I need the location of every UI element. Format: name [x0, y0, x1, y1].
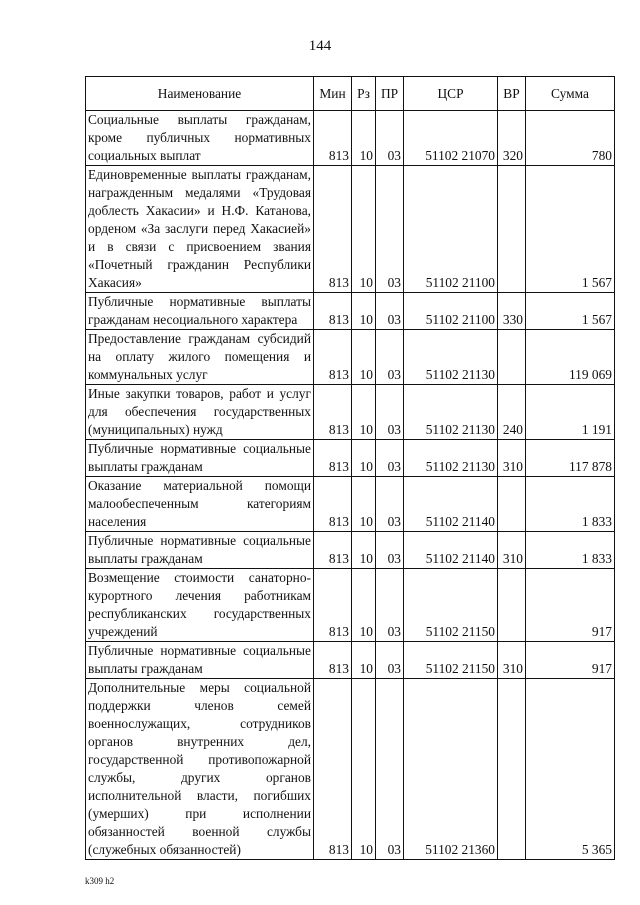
row-rz: 10	[352, 330, 376, 385]
row-csr: 51102 21140	[404, 477, 498, 532]
row-vr: 310	[498, 642, 526, 679]
row-min: 813	[314, 166, 352, 293]
row-rz: 10	[352, 166, 376, 293]
row-name: Единовременные выплаты гражданам, награжденным медалями «Трудовая доблесть Хакасии» и Н.Ф. Катанова, орденом «За заслуги перед Хакасией» и в связи с присвоением звания «Почетный гражданин Республики Хакасия»	[86, 166, 314, 293]
row-name: Публичные нормативные социальные выплаты гражданам	[86, 642, 314, 679]
header-rz: Рз	[352, 77, 376, 111]
row-name: Публичные нормативные выплаты гражданам несоциального характера	[86, 293, 314, 330]
header-pr: ПР	[376, 77, 404, 111]
table-row	[86, 532, 615, 569]
row-pr: 03	[376, 330, 404, 385]
row-rz: 10	[352, 569, 376, 642]
header-min: Мин	[314, 77, 352, 111]
table-header-row	[86, 77, 615, 111]
table-row	[86, 330, 615, 385]
row-sum: 5 365	[526, 679, 615, 860]
row-vr	[498, 679, 526, 860]
row-name: Социальные выплаты гражданам, кроме публичных нормативных социальных выплат	[86, 111, 314, 166]
row-sum: 117 878	[526, 440, 615, 477]
row-name: Иные закупки товаров, работ и услуг для обеспечения государственных (муниципальных) нужд	[86, 385, 314, 440]
row-csr: 51102 21100	[404, 166, 498, 293]
row-vr	[498, 569, 526, 642]
header-name: Наименование	[86, 77, 314, 111]
row-vr	[498, 166, 526, 293]
row-min: 813	[314, 111, 352, 166]
row-sum: 917	[526, 642, 615, 679]
table-row	[86, 293, 615, 330]
row-name: Публичные нормативные социальные выплаты гражданам	[86, 440, 314, 477]
header-csr: ЦСР	[404, 77, 498, 111]
row-pr: 03	[376, 440, 404, 477]
row-rz: 10	[352, 477, 376, 532]
row-pr: 03	[376, 385, 404, 440]
row-min: 813	[314, 569, 352, 642]
row-sum: 917	[526, 569, 615, 642]
table-row	[86, 111, 615, 166]
row-csr: 51102 21130	[404, 385, 498, 440]
row-name: Возмещение стоимости санаторно-курортного лечения работникам республиканских государственных учреждений	[86, 569, 314, 642]
row-sum: 1 833	[526, 477, 615, 532]
row-vr: 330	[498, 293, 526, 330]
row-pr: 03	[376, 569, 404, 642]
row-vr: 240	[498, 385, 526, 440]
row-sum: 119 069	[526, 330, 615, 385]
row-csr: 51102 21070	[404, 111, 498, 166]
header-vr: ВР	[498, 77, 526, 111]
row-rz: 10	[352, 111, 376, 166]
row-sum: 1 191	[526, 385, 615, 440]
row-csr: 51102 21130	[404, 330, 498, 385]
table-row	[86, 440, 615, 477]
row-min: 813	[314, 477, 352, 532]
row-csr: 51102 21360	[404, 679, 498, 860]
row-rz: 10	[352, 385, 376, 440]
table-row	[86, 642, 615, 679]
row-csr: 51102 21150	[404, 569, 498, 642]
row-sum: 780	[526, 111, 615, 166]
page-number: 144	[308, 38, 332, 54]
row-name: Оказание материальной помощи малообеспеченным категориям населения	[86, 477, 314, 532]
row-vr: 310	[498, 532, 526, 569]
row-vr	[498, 330, 526, 385]
row-min: 813	[314, 532, 352, 569]
row-name: Предоставление гражданам субсидий на оплату жилого помещения и коммунальных услуг	[86, 330, 314, 385]
row-csr: 51102 21140	[404, 532, 498, 569]
row-name: Дополнительные меры социальной поддержки членов семей военнослужащих, сотрудников органов внутренних дел, государственной противопожарной службы, других органов исполнительной власти, погибших (умерших) при исполнении обязанностей военной службы (служебных обязанностей)	[86, 679, 314, 860]
row-sum: 1 567	[526, 166, 615, 293]
row-csr: 51102 21150	[404, 642, 498, 679]
row-min: 813	[314, 330, 352, 385]
row-sum: 1 567	[526, 293, 615, 330]
row-pr: 03	[376, 166, 404, 293]
row-rz: 10	[352, 642, 376, 679]
row-rz: 10	[352, 440, 376, 477]
table-row	[86, 477, 615, 532]
footer-code: k309 h2	[85, 876, 115, 886]
budget-table	[85, 76, 615, 860]
row-rz: 10	[352, 532, 376, 569]
row-vr: 320	[498, 111, 526, 166]
row-pr: 03	[376, 111, 404, 166]
row-pr: 03	[376, 679, 404, 860]
row-csr: 51102 21100	[404, 293, 498, 330]
row-vr: 310	[498, 440, 526, 477]
row-pr: 03	[376, 477, 404, 532]
table-row	[86, 679, 615, 860]
table-row	[86, 385, 615, 440]
row-pr: 03	[376, 642, 404, 679]
row-csr: 51102 21130	[404, 440, 498, 477]
table-row	[86, 569, 615, 642]
row-vr	[498, 477, 526, 532]
header-sum: Сумма	[526, 77, 615, 111]
row-rz: 10	[352, 679, 376, 860]
row-pr: 03	[376, 532, 404, 569]
row-pr: 03	[376, 293, 404, 330]
row-min: 813	[314, 679, 352, 860]
table-row	[86, 166, 615, 293]
table-body	[86, 111, 615, 860]
row-rz: 10	[352, 293, 376, 330]
row-min: 813	[314, 440, 352, 477]
row-name: Публичные нормативные социальные выплаты гражданам	[86, 532, 314, 569]
row-sum: 1 833	[526, 532, 615, 569]
row-min: 813	[314, 385, 352, 440]
row-min: 813	[314, 642, 352, 679]
row-min: 813	[314, 293, 352, 330]
